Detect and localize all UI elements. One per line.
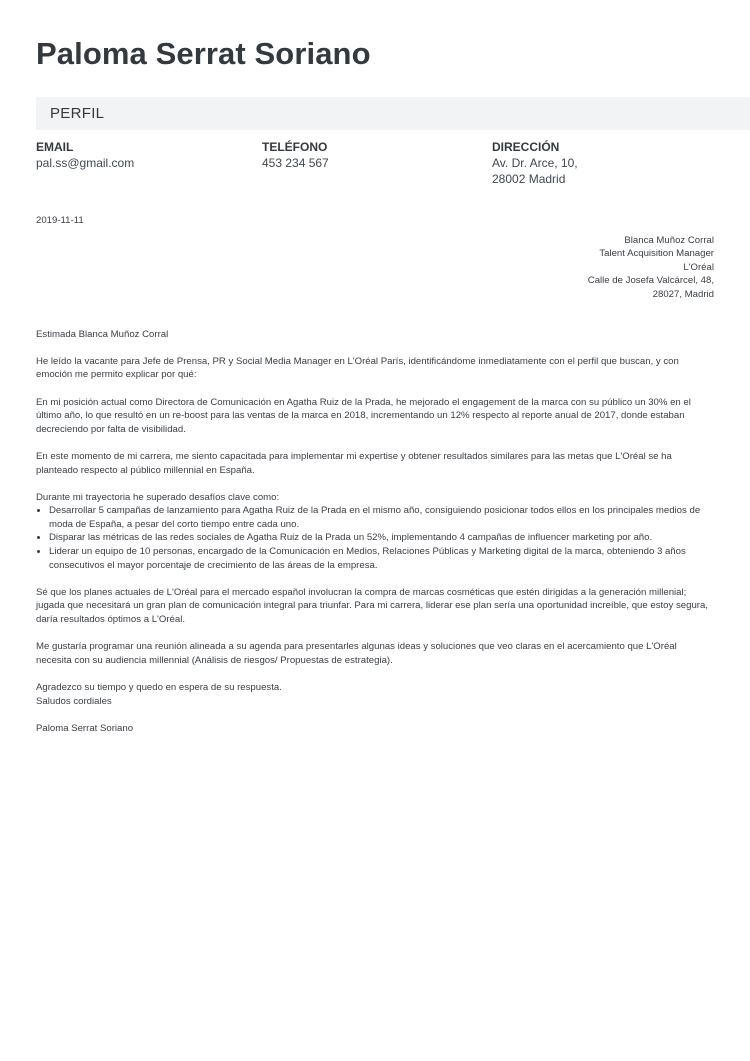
cover-letter xyxy=(36,214,714,735)
recipient-block xyxy=(36,234,714,302)
contact-email xyxy=(36,139,246,171)
address-line: Av. Dr. Arce, 10, xyxy=(492,156,578,170)
list-intro: Durante mi trayectoria he superado desafíos clave como: xyxy=(36,491,280,503)
body-paragraph: Me gustaría programar una reunión alineada a su agenda para presentarles algunas ideas y soluciones que veo claras en el acercamiento que L'Oréal necesita con su audiencia millennial (Análisis de riesgos/ Propuestas de estrategia). xyxy=(36,641,677,666)
profile-section-title: PERFIL xyxy=(50,105,105,122)
candidate-name: Paloma Serrat Soriano xyxy=(36,36,371,71)
signature: Paloma Serrat Soriano xyxy=(36,722,134,734)
body-paragraph: He leído la vacante para Jefe de Prensa, PR y Social Media Manager en L'Oréal París, identificándome inmediatamente con el perfil que buscan, y con emoción me permito explicar por qué: xyxy=(36,355,679,381)
contact-address xyxy=(492,139,692,187)
body-paragraph: En mi posición actual como Directora de Comunicación en Agatha Ruiz de la Prada, he mejorado el engagement de la marca con su público un 30% en el último año, lo que resultó en un re-boost para las ventas de la marca en 2018, incrementando un 12% respecto al reporte anual de 2017, donde estaban decreciendo por falta de visibilidad. xyxy=(36,396,691,435)
greeting: Estimada Blanca Muñoz Corral xyxy=(36,328,169,340)
letter-date: 2019-11-11 xyxy=(36,215,84,226)
phone-value: 453 234 567 xyxy=(262,156,329,170)
profile-section-bar xyxy=(36,97,750,130)
phone-label: TELÉFONO xyxy=(262,140,328,154)
email-value: pal.ss@gmail.com xyxy=(36,156,135,170)
recipient-line: 28027, Madrid xyxy=(652,288,714,300)
recipient-line: Blanca Muñoz Corral xyxy=(624,234,714,246)
recipient-line: L'Oréal xyxy=(683,261,714,273)
email-label: EMAIL xyxy=(36,140,74,154)
recipient-line: Talent Acquisition Manager xyxy=(599,248,714,260)
contact-phone xyxy=(262,139,472,171)
list-item: • Liderar un equipo de 10 personas, encargado de la Comunicación en Medios, Relaciones Públicas y Marketing digital de la marca, obteniendo 3 años consecutivos el mayor porcentaje de crecimiento de las áreas de la empresa. xyxy=(49,545,714,572)
body-paragraph: En este momento de mi carrera, me siento capacitada para implementar mi expertise y obtener resultados similares para las metas que L'Oréal se ha planteado respecto al público millennial en España. xyxy=(36,450,672,476)
achievements-list xyxy=(36,504,714,572)
address-line: 28002 Madrid xyxy=(492,172,566,186)
list-item: • Desarrollar 5 campañas de lanzamiento para Agatha Ruiz de la Prada en el mismo año, consiguiendo posicionar todos ellos en los principales medios de moda de España, a pesar del corto tiempo entre cada uno. xyxy=(49,504,714,531)
salutation: Saludos cordiales xyxy=(36,695,112,707)
body-paragraph: Sé que los planes actuales de L'Oréal para el mercado español involucran la compra de marcas cosméticas que estén dirigidas a la generación millenial; jugada que necesitará un gran plan de comunicación integral para triunfar. Para mi carrera, liderar ese plan sería una oportunidad increíble, que estoy segura, daría resultados óptimos a L'Oréal. xyxy=(36,586,708,626)
list-item: • Disparar las métricas de las redes sociales de Agatha Ruiz de la Prada un 52%, implementando 4 campañas de influencer marketing por año. xyxy=(49,531,714,545)
address-label: DIRECCIÓN xyxy=(492,140,560,154)
thanks-line: Agradezco su tiempo y quedo en espera de su respuesta. xyxy=(36,682,282,693)
recipient-line: Calle de Josefa Valcárcel, 48, xyxy=(587,275,714,287)
